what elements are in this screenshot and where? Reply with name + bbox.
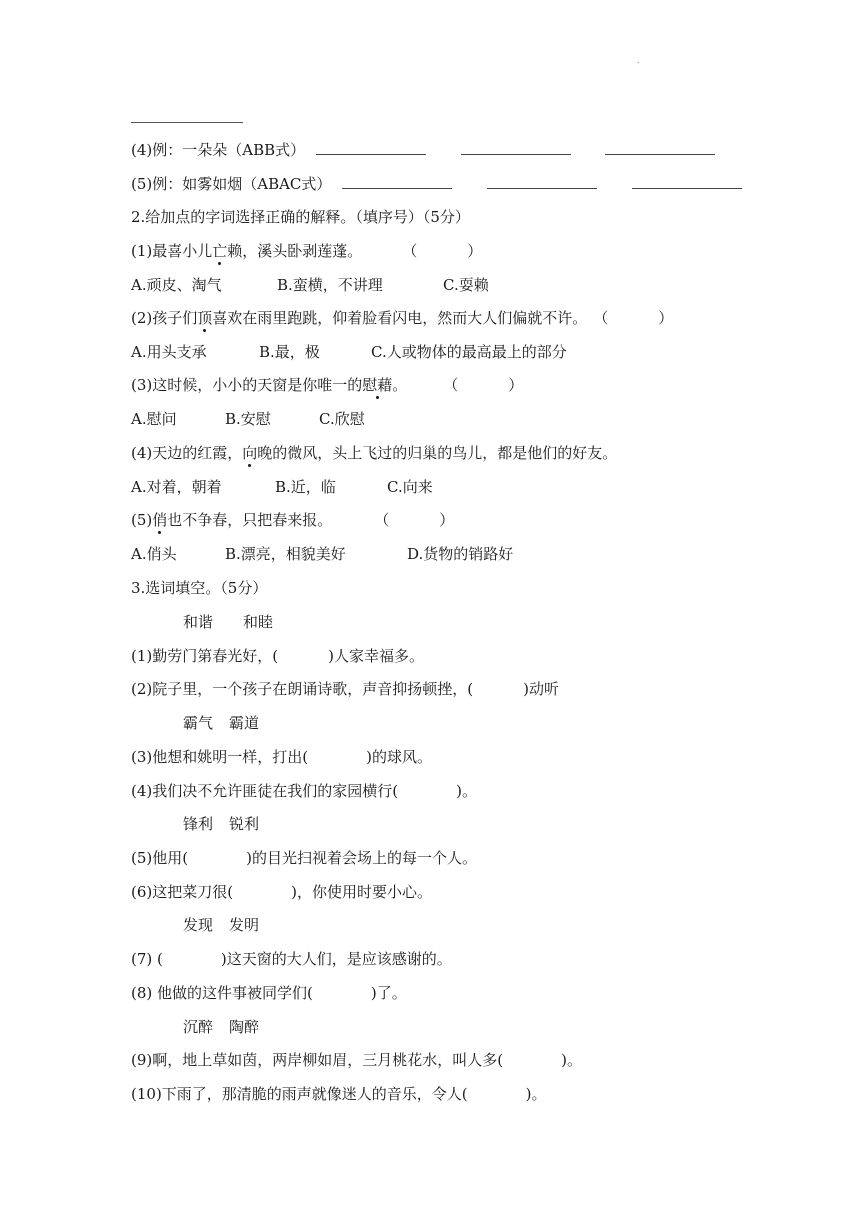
word-pair	[183, 814, 259, 834]
word-choice: 和谐	[183, 613, 214, 631]
option: A.慰问	[131, 410, 177, 428]
option: C.欣慰	[319, 410, 365, 428]
s2-q1-options	[131, 275, 489, 295]
s3-item	[131, 679, 559, 699]
item-text: (6)这把菜刀很(	[131, 883, 234, 901]
s2-q2-options	[131, 342, 567, 362]
question-text: (5)	[131, 511, 153, 529]
dotted-char: 顶	[197, 309, 213, 327]
question-text: 赖，溪头卧剥莲蓬。	[227, 242, 363, 260]
question-text: 也不争春，只把春来报。	[167, 511, 333, 529]
word-choice: 霸道	[229, 714, 260, 732]
item-text: (10)下雨了，那清脆的雨声就像迷人的音乐，令人(	[131, 1085, 468, 1103]
item-text: (1)勤劳门第春光好，(	[131, 647, 279, 665]
option: D.货物的销路好	[407, 545, 514, 563]
section2-title: 2.给加点的字词选择正确的解释。（填序号）（5分）	[131, 208, 470, 226]
item-text: (3)他想和姚明一样，打出(	[131, 748, 309, 766]
answer-blank[interactable]	[342, 174, 452, 189]
item-text: (2)院子里，一个孩子在朗诵诗歌，声音抑扬顿挫，(	[131, 680, 474, 698]
word-choice: 霸气	[183, 714, 214, 732]
option: C.向来	[387, 478, 433, 496]
question-text: (1)最喜小儿	[131, 242, 213, 260]
s3-item	[131, 983, 407, 1003]
answer-paren-close: ）	[467, 242, 483, 260]
s2-q3	[131, 375, 523, 395]
s2-q4-options	[131, 477, 433, 497]
item-text: )人家幸福多。	[328, 647, 424, 665]
item-text: (9)啊，地上草如茵，两岸柳如眉，三月桃花水，叫人多(	[131, 1051, 504, 1069]
answer-paren-close: ）	[439, 511, 455, 529]
answer-paren-open: （	[374, 511, 390, 529]
question-text: 晚的微风，头上飞过的归巢的鸟儿，都是他们的好友。	[257, 444, 618, 462]
s3-item	[131, 1084, 547, 1104]
s3-item	[131, 882, 432, 902]
option: B.近，临	[275, 478, 336, 496]
s3-item	[131, 1050, 582, 1070]
option: B.最，极	[259, 343, 320, 361]
answer-line-rule	[131, 122, 243, 123]
question-text: (3)这时候，小小的天窗是你唯一的	[131, 376, 363, 394]
word-choice: 发现	[183, 916, 214, 934]
fill-q4-label: (4)例：一朵朵（ABB式）	[131, 141, 306, 159]
s3-item	[131, 646, 424, 666]
item-text: )，你使用时要小心。	[291, 883, 432, 901]
s2-q5-options	[131, 544, 513, 564]
word-pair	[183, 1017, 259, 1037]
s2-q4	[131, 443, 617, 463]
item-text: )。	[456, 782, 477, 800]
answer-blank[interactable]	[316, 140, 426, 155]
fill-q5	[131, 174, 742, 194]
answer-paren-close: ）	[508, 376, 524, 394]
answer-paren-close: ）	[658, 309, 674, 327]
s3-item	[131, 747, 432, 767]
s3-item	[131, 949, 452, 969]
item-text: (4)我们决不允许匪徒在我们的家园横行(	[131, 782, 399, 800]
item-text: (8) 他做的这件事被同学们(	[131, 984, 313, 1002]
s2-q1	[131, 241, 482, 261]
word-pair	[183, 915, 259, 935]
word-pair	[183, 612, 273, 632]
option: B.蛮横，不讲理	[277, 276, 383, 294]
option: A.俏头	[131, 545, 177, 563]
item-text: )的目光扫视着会场上的每一个人。	[246, 849, 477, 867]
answer-paren-open: （	[443, 376, 459, 394]
option: B.漂亮，相貌美好	[225, 545, 346, 563]
word-choice: 和睦	[243, 613, 274, 631]
fill-q4	[131, 140, 715, 160]
option: A.对着，朝着	[131, 478, 222, 496]
fill-q5-label: (5)例：如雾如烟（ABAC式）	[131, 175, 332, 193]
s2-q2	[131, 308, 673, 328]
page-mark: .	[637, 56, 640, 65]
option: A.顽皮、淘气	[131, 276, 222, 294]
s2-q3-options	[131, 409, 365, 429]
dotted-char: 慰藉	[362, 376, 393, 394]
item-text: (7) (	[131, 950, 163, 968]
option: A.用头支承	[131, 343, 207, 361]
word-choice: 陶醉	[229, 1018, 260, 1036]
dotted-char: 亡	[212, 242, 228, 260]
option: C.耍赖	[443, 276, 489, 294]
item-text: (5)他用(	[131, 849, 189, 867]
word-choice: 锋利	[183, 815, 214, 833]
item-text: )。	[525, 1085, 547, 1103]
word-choice: 沉醉	[183, 1018, 214, 1036]
word-pair	[183, 713, 259, 733]
question-text: (4)天边的红霞，	[131, 444, 243, 462]
dotted-char: 向	[242, 444, 258, 462]
item-text: )这天窗的大人们，是应该感谢的。	[220, 950, 452, 968]
word-choice: 发明	[229, 916, 260, 934]
question-text: (2)孩子们	[131, 309, 198, 327]
answer-paren-open: （	[593, 309, 609, 327]
item-text: )动听	[523, 680, 559, 698]
option: B.安慰	[225, 410, 271, 428]
answer-paren-open: （	[402, 242, 418, 260]
s3-item	[131, 848, 477, 868]
question-text: 。	[392, 376, 408, 394]
question-text: 喜欢在雨里跑跳，仰着脸看闪电，然而大人们偏就不许。	[212, 309, 588, 327]
section3-title: 3.选词填空。（5分）	[131, 579, 268, 597]
item-text: )了。	[370, 984, 407, 1002]
option: C.人或物体的最高最上的部分	[371, 343, 567, 361]
item-text: )。	[561, 1051, 582, 1069]
answer-blank[interactable]	[461, 140, 571, 155]
answer-blank[interactable]	[605, 140, 715, 155]
s3-item	[131, 781, 477, 801]
s2-q5	[131, 510, 454, 530]
word-choice: 锐利	[229, 815, 260, 833]
dotted-char: 俏	[152, 511, 168, 529]
item-text: )的球风。	[366, 748, 432, 766]
answer-blank[interactable]	[632, 174, 742, 189]
answer-blank[interactable]	[487, 174, 597, 189]
